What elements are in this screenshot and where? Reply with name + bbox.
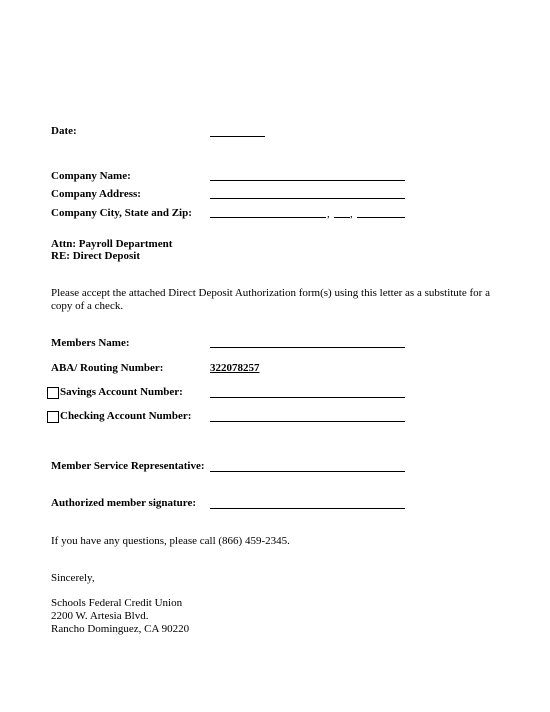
date-label: Date: — [51, 125, 77, 137]
company-address-label: Company Address: — [51, 188, 141, 200]
org-address-line2: Rancho Dominguez, CA 90220 — [51, 623, 190, 635]
savings-label: Savings Account Number: — [60, 386, 183, 398]
org-name: Schools Federal Credit Union — [51, 597, 183, 609]
org-address-line1: 2200 W. Artesia Blvd. — [51, 610, 149, 622]
body-paragraph: Please accept the attached Direct Deposit Authorization form(s) using this letter as a substitute for a copy of a check. — [51, 287, 490, 312]
members-name-field[interactable] — [210, 347, 405, 348]
rep-label: Member Service Representative: — [51, 460, 205, 472]
comma-separator: , — [350, 208, 353, 220]
attn-line: Attn: Payroll Department — [51, 238, 173, 250]
sincerely-line: Sincerely, — [51, 572, 95, 584]
savings-field[interactable] — [210, 397, 405, 398]
company-city-field[interactable] — [210, 217, 326, 218]
savings-checkbox[interactable] — [47, 387, 59, 399]
checking-label: Checking Account Number: — [60, 410, 192, 422]
members-name-label: Members Name: — [51, 337, 130, 349]
company-address-field[interactable] — [210, 198, 405, 199]
comma-separator: , — [327, 208, 330, 220]
rep-signature-field[interactable] — [210, 471, 405, 472]
company-zip-field[interactable] — [357, 217, 405, 218]
auth-signature-field[interactable] — [210, 508, 405, 509]
checking-field[interactable] — [210, 421, 405, 422]
aba-label: ABA/ Routing Number: — [51, 362, 164, 374]
company-name-label: Company Name: — [51, 170, 131, 182]
questions-line: If you have any questions, please call (866) 459-2345. — [51, 535, 290, 547]
aba-value: 322078257 — [210, 362, 260, 374]
company-city-label: Company City, State and Zip: — [51, 207, 192, 219]
auth-signature-label: Authorized member signature: — [51, 497, 197, 509]
re-line: RE: Direct Deposit — [51, 250, 140, 262]
company-name-field[interactable] — [210, 180, 405, 181]
date-field[interactable] — [210, 136, 265, 137]
company-state-field[interactable] — [334, 217, 350, 218]
checking-checkbox[interactable] — [47, 411, 59, 423]
